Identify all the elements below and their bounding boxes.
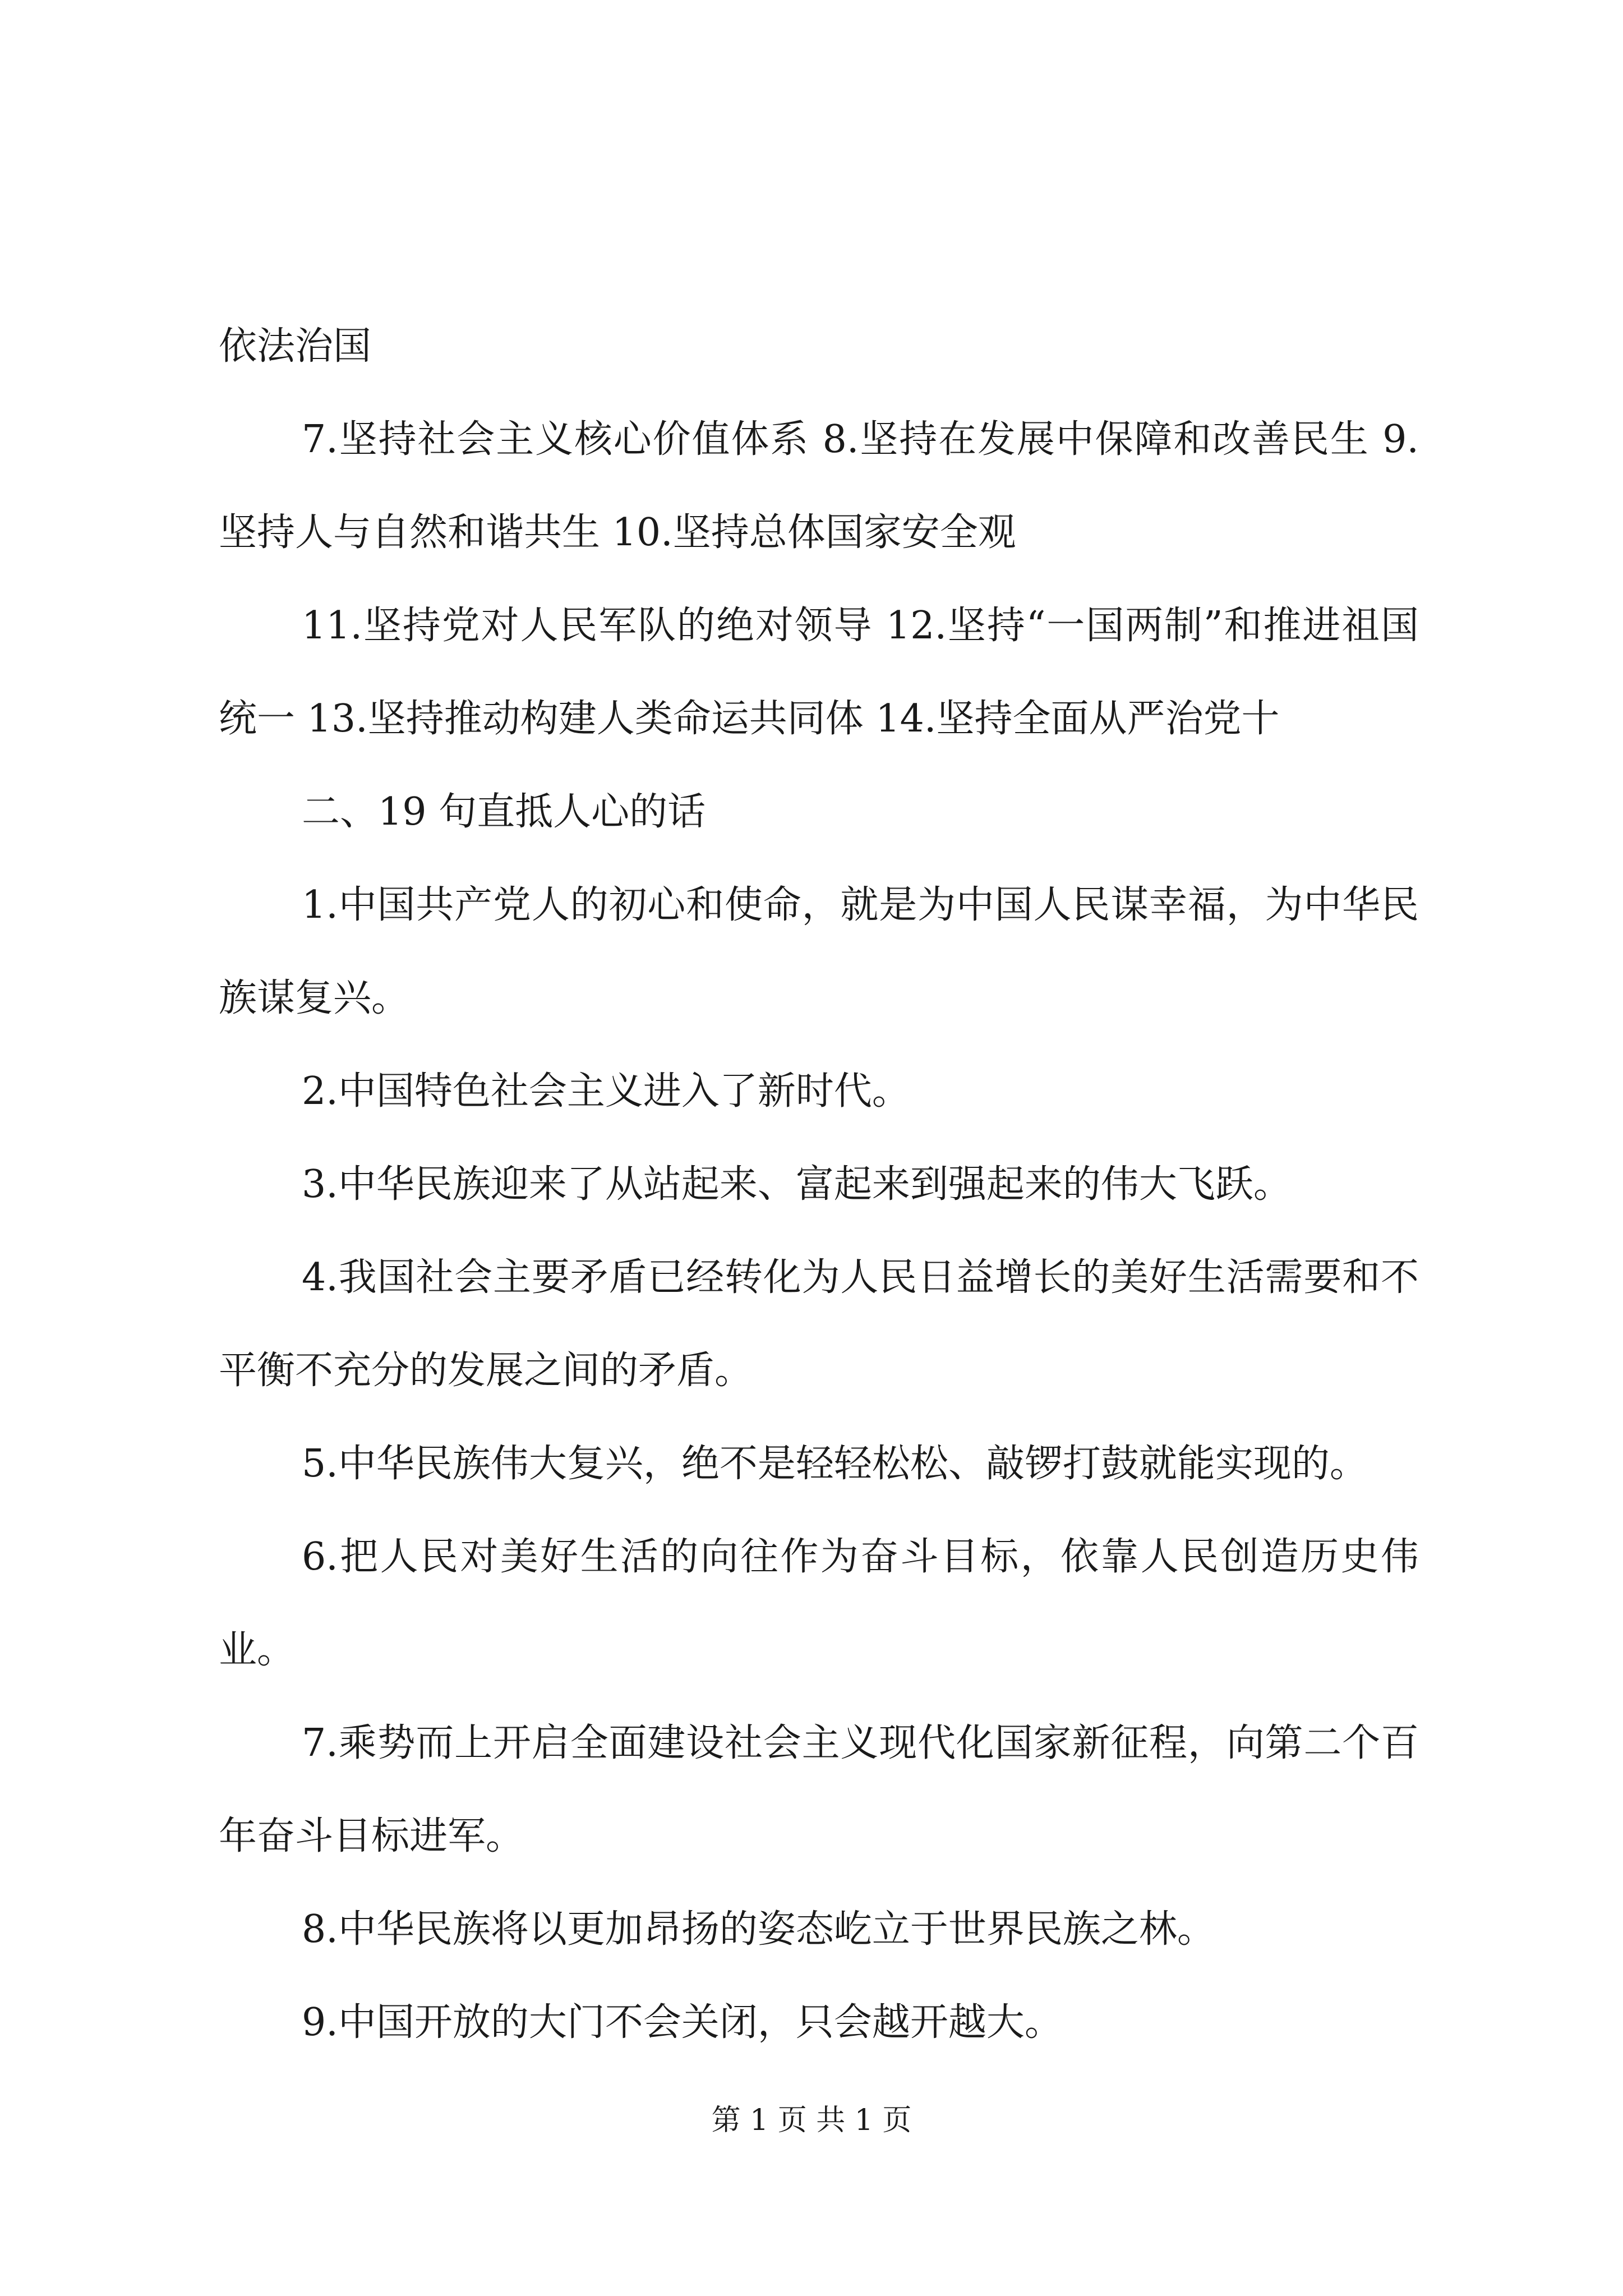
list-item: 7.乘势而上开启全面建设社会主义现代化国家新征程，向第二个百年奋斗目标进军。 [219,1721,1419,1858]
paragraph: 7.坚持社会主义核心价值体系 8.坚持在发展中保障和改善民生 9.坚持人与自然和谐共生 10.坚持总体国家安全观 [219,417,1419,555]
section-heading: 二、19 句直抵人心的话 [302,790,706,834]
document-body [219,300,1419,2069]
list-item: 9.中国开放的大门不会关闭，只会越开越大。 [302,2000,1063,2045]
page-footer: 第 1 页 共 1 页 [711,2104,912,2137]
list-item: 2.中国特色社会主义进入了新时代。 [302,1069,910,1114]
paragraph: 依法治国 [219,324,372,369]
list-item: 5.中华民族伟大复兴，绝不是轻轻松松、敲锣打鼓就能实现的。 [302,1442,1368,1486]
list-item: 6.把人民对美好生活的向往作为奋斗目标，依靠人民创造历史伟业。 [219,1535,1419,1672]
list-item: 3.中华民族迎来了从站起来、富起来到强起来的伟大飞跃。 [302,1162,1292,1207]
list-item: 8.中华民族将以更加昂扬的姿态屹立于世界民族之林。 [302,1907,1215,1952]
list-item: 1.中国共产党人的初心和使命，就是为中国人民谋幸福，为中华民族谋复兴。 [219,883,1419,1020]
paragraph: 11.坚持党对人民军队的绝对领导 12.坚持“一国两制”和推进祖国统一 13.坚持推动构建人类命运共同体 14.坚持全面从严治党十 [219,604,1419,741]
list-item: 4.我国社会主要矛盾已经转化为人民日益增长的美好生活需要和不平衡不充分的发展之间的矛盾。 [219,1255,1419,1393]
